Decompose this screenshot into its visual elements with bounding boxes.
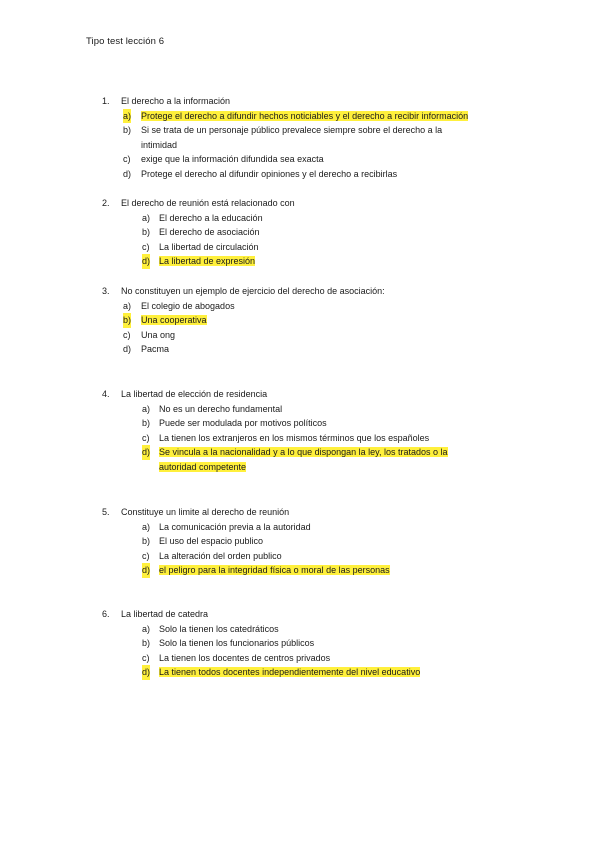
answer-option-a <box>0 402 599 417</box>
option-text-line: Solo la tienen los funcionarios públicos <box>159 638 315 649</box>
option-text <box>141 152 324 167</box>
option-text-line: Una cooperativa <box>141 315 207 326</box>
question-number: 4. <box>102 389 110 399</box>
question-header <box>0 387 599 402</box>
option-letter: d) <box>142 445 150 460</box>
option-letter: c) <box>123 154 131 165</box>
option-text <box>159 636 314 651</box>
option-text-line: Una ong <box>141 329 176 340</box>
option-letter: a) <box>142 403 151 414</box>
option-text <box>159 622 279 637</box>
option-text-line: La tienen los extranjeros en los mismos términos que los españoles <box>159 432 430 443</box>
option-text-line: La comunicación previa a la autoridad <box>159 521 311 532</box>
option-letter: a) <box>142 623 151 634</box>
question-text: El derecho a la información <box>121 96 231 106</box>
option-letter: b) <box>123 313 131 328</box>
question-5 <box>0 505 599 578</box>
option-text <box>159 445 448 474</box>
option-text-line: autoridad competente <box>159 461 247 472</box>
option-letter: a) <box>142 212 151 223</box>
option-text <box>159 549 282 564</box>
option-text-line: El derecho de asociación <box>159 227 260 238</box>
question-text: Constituye un limite al derecho de reunión <box>121 507 290 517</box>
option-letter: d) <box>123 168 132 179</box>
option-text <box>159 402 282 417</box>
answer-option-d <box>0 254 599 269</box>
answer-option-b <box>0 416 599 431</box>
option-letter: d) <box>142 254 150 269</box>
option-text <box>159 211 263 226</box>
answer-option-a <box>0 299 599 314</box>
option-text-line: La libertad de expresión <box>159 256 256 267</box>
question-text: La libertad de catedra <box>121 609 209 619</box>
question-4 <box>0 387 599 475</box>
question-3 <box>0 284 599 357</box>
option-text <box>141 167 397 182</box>
option-text-line: Protege el derecho a difundir hechos noticiables y el derecho a recibir información <box>141 110 469 121</box>
option-text-line: El uso del espacio publico <box>159 536 264 547</box>
question-header <box>0 505 599 520</box>
question-number: 2. <box>102 198 110 208</box>
option-text <box>141 123 442 152</box>
option-letter: c) <box>142 432 150 443</box>
option-text <box>141 299 235 314</box>
option-text <box>159 416 327 431</box>
option-text <box>159 240 259 255</box>
option-text <box>141 109 468 124</box>
option-text-line: La tienen todos docentes independientemente del nivel educativo <box>159 667 421 678</box>
answer-option-c <box>0 152 599 167</box>
answer-option-a <box>0 109 599 124</box>
question-text: No constituyen un ejemplo de ejercicio del derecho de asociación: <box>121 286 385 296</box>
question-header <box>0 607 599 622</box>
option-text <box>159 534 263 549</box>
option-text <box>141 342 169 357</box>
answer-option-d <box>0 342 599 357</box>
answer-option-c <box>0 431 599 446</box>
option-text <box>159 225 260 240</box>
option-text <box>141 313 207 328</box>
answer-option-a <box>0 211 599 226</box>
option-letter: c) <box>142 550 150 561</box>
option-text-line: El colegio de abogados <box>141 300 235 311</box>
answer-option-d <box>0 563 599 578</box>
answer-option-b <box>0 123 599 152</box>
option-letter: d) <box>142 563 150 578</box>
option-letter: a) <box>123 300 132 311</box>
answer-option-d <box>0 665 599 680</box>
answer-option-b <box>0 313 599 328</box>
option-text-line: el peligro para la integridad física o moral de las personas <box>159 565 390 576</box>
option-letter: b) <box>142 536 151 547</box>
answer-option-a <box>0 520 599 535</box>
answer-option-c <box>0 328 599 343</box>
option-letter: d) <box>142 665 150 680</box>
question-number: 3. <box>102 286 110 296</box>
question-2 <box>0 196 599 269</box>
question-header <box>0 284 599 299</box>
question-number: 6. <box>102 609 110 619</box>
option-text-line: La alteración del orden publico <box>159 550 282 561</box>
question-header <box>0 94 599 109</box>
option-letter: b) <box>142 418 151 429</box>
question-1 <box>0 94 599 182</box>
option-text-line: El derecho a la educación <box>159 212 263 223</box>
option-letter: a) <box>142 521 151 532</box>
answer-option-b <box>0 534 599 549</box>
answer-option-d <box>0 445 599 474</box>
question-text: El derecho de reunión está relacionado con <box>121 198 295 208</box>
answer-option-c <box>0 240 599 255</box>
answer-option-c <box>0 549 599 564</box>
answer-option-b <box>0 225 599 240</box>
answer-option-d <box>0 167 599 182</box>
option-text-line: Protege el derecho al difundir opiniones y el derecho a recibirlas <box>141 168 398 179</box>
option-text-line: exige que la información difundida sea exacta <box>141 154 324 165</box>
answer-option-a <box>0 622 599 637</box>
question-text: La libertad de elección de residencia <box>121 389 268 399</box>
option-text <box>159 651 330 666</box>
option-letter: b) <box>142 638 151 649</box>
option-text <box>159 431 429 446</box>
answer-option-c <box>0 651 599 666</box>
question-6 <box>0 607 599 680</box>
option-text-line: Pacma <box>141 344 170 355</box>
option-letter: d) <box>123 344 132 355</box>
option-letter: b) <box>142 227 151 238</box>
option-text-line: La tienen los docentes de centros privados <box>159 652 331 663</box>
option-text-line: La libertad de circulación <box>159 241 259 252</box>
option-text <box>159 665 420 680</box>
option-letter: a) <box>123 109 131 124</box>
question-number: 1. <box>102 96 110 106</box>
question-header <box>0 196 599 211</box>
option-text-line: Si se trata de un personaje público prevalece siempre sobre el derecho a la <box>141 125 443 136</box>
document-title: Tipo test lección 6 <box>86 36 165 47</box>
option-text-line: Se vincula a la nacionalidad y a lo que dispongan la ley, los tratados o la <box>159 447 448 458</box>
option-letter: c) <box>142 652 150 663</box>
option-letter: b) <box>123 125 132 136</box>
question-number: 5. <box>102 507 110 517</box>
option-letter: c) <box>123 329 131 340</box>
option-text <box>159 520 311 535</box>
option-letter: c) <box>142 241 150 252</box>
option-text <box>159 254 255 269</box>
option-text-line: Solo la tienen los catedráticos <box>159 623 279 634</box>
answer-option-b <box>0 636 599 651</box>
option-text-line: No es un derecho fundamental <box>159 403 283 414</box>
option-text-line: intimidad <box>141 139 178 150</box>
option-text-line: Puede ser modulada por motivos políticos <box>159 418 327 429</box>
option-text <box>141 328 175 343</box>
option-text <box>159 563 390 578</box>
